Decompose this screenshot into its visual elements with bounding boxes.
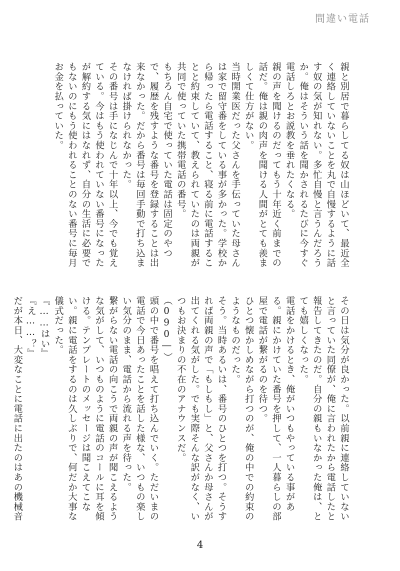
paragraph: （090―） bbox=[161, 296, 173, 362]
paragraph: だが本日、大変なことに電話に出たのはあの機械音 bbox=[11, 296, 23, 522]
paragraph: 繋がらない電話の向こうで両親の声が聞こえるような気がして、いつものように電話のコールに耳を傾ける。テンプレートのメッセージは聞こえてこない。親に電話をするのは久しぶりで、何だか大事な儀式だった。 bbox=[52, 296, 118, 522]
body-text-bottom bbox=[11, 296, 350, 530]
paragraph: そう。当時あるいは、番号のひとつを打つ。そうすれば両親の声で「もしもし」と、父さんか母さんが出てくれる気がした。でも実際そんな訳がなく、いつもお決まりの不在のアナウンスだ。 bbox=[174, 296, 227, 522]
paragraph: 親の声を聞けるのだってもう十年近く前までの話だ。俺は親の肉声を聞ける人間がとても羨ましくて仕方がない。 bbox=[242, 62, 281, 268]
paragraph: 『……はい』 bbox=[38, 296, 50, 359]
body-text-top bbox=[50, 62, 350, 270]
paragraph: 当時開業医だった父さんを手伝っていた母さんは家で留守番をしている事が多かった。学校から帰ったら電話すること、寝る前に電話することと約束していて、教えられていたのは両親が共同で使っていた携帯電話の番号。 bbox=[174, 62, 241, 268]
paragraph: 頭の中で番号を唱えて打ち込んでいく。ただいまの電話で今日あったことを話した様な、いつもの楽しい気分のまま、電話から流れる声を待った。 bbox=[120, 296, 159, 522]
paragraph: その番号は手になじんで十年以上、今でも覚えている。今はもう使われていない番号になったが解約する気にはなれず、自分の生活に必要でもないのにもう使われることのない番号に毎月お金を払っていた。 bbox=[52, 62, 118, 268]
page-number: 4 bbox=[196, 540, 204, 551]
paragraph: 『え……？』 bbox=[24, 296, 36, 359]
paragraph: ひとつ懐かしめながら打つのが、俺の中での約束のようなものだった。 bbox=[229, 296, 254, 522]
paragraph: 親と別居で暮らしてる奴は山ほどいて、最近全く連絡していないことを丸で自慢するように話す奴の気が知れない。多忙自慢と言うんだろうか。俺はそういう話を聞かされるたびに今すぐ電話しろとお説教を垂れたくなる。 bbox=[283, 62, 349, 268]
paragraph: もちろん自宅で使っていた電話は固定のやつで、履歴を残すような番号を登録することは出来なかった。だから番号は毎回手動で打ち込まなければ掛けられなかった。 bbox=[120, 62, 173, 268]
paragraph: その日は気分が良かった。以前親に連絡していないと言っていた同僚が、俺に言われたから電話したと報告してきたのだ。自分の親もいなかった俺は、とても嬉しくなった。 bbox=[297, 296, 349, 522]
paragraph: 電話をかけるとき、俺がいつもやっている事がある。親にかけていた番号を押して、一人暮らしの部屋で電話が繋がるのを待つ。 bbox=[256, 296, 295, 522]
running-head: 間違い電話 bbox=[315, 14, 370, 25]
